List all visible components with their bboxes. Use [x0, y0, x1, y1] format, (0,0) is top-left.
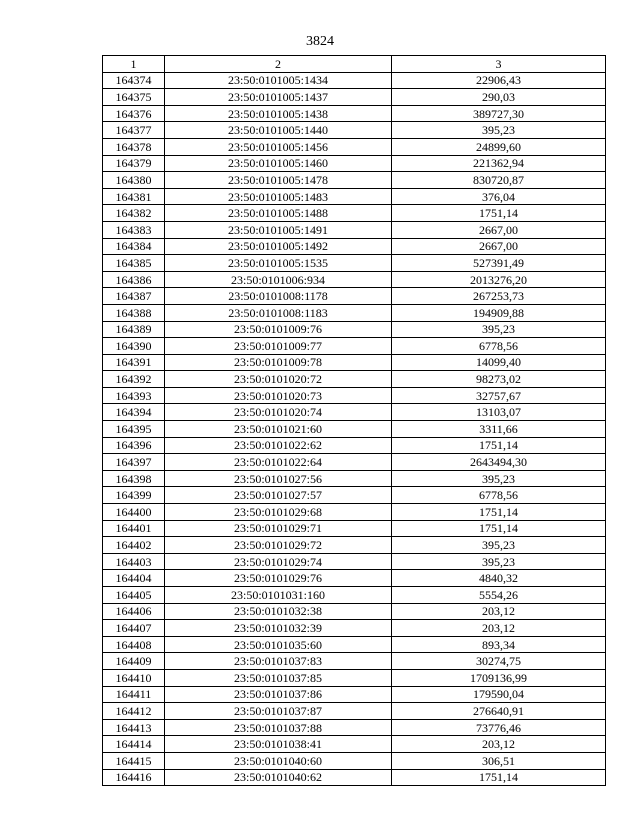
cadastral-number-cell: 23:50:0101037:85 — [165, 669, 392, 686]
cadastral-number-cell: 23:50:0101005:1491 — [165, 221, 392, 238]
cadastral-number-cell: 23:50:0101020:72 — [165, 371, 392, 388]
cadastral-number-cell: 23:50:0101005:1440 — [165, 122, 392, 139]
table-row — [103, 255, 606, 272]
table-row — [103, 570, 606, 587]
cadastral-number-cell: 23:50:0101021:60 — [165, 421, 392, 438]
row-number-cell: 164399 — [103, 487, 165, 504]
table-header — [103, 56, 606, 73]
column-header-1: 1 — [103, 56, 165, 73]
cadastral-number-cell: 23:50:0101031:160 — [165, 587, 392, 604]
cadastral-number-cell: 23:50:0101035:60 — [165, 636, 392, 653]
header-row — [103, 56, 606, 73]
table-row — [103, 669, 606, 686]
table-row — [103, 338, 606, 355]
table-row — [103, 636, 606, 653]
value-cell: 395,23 — [392, 537, 606, 554]
row-number-cell: 164401 — [103, 520, 165, 537]
cadastral-number-cell: 23:50:0101006:934 — [165, 271, 392, 288]
value-cell: 22906,43 — [392, 72, 606, 89]
cadastral-number-cell: 23:50:0101005:1478 — [165, 172, 392, 189]
page-number: 3824 — [306, 34, 334, 49]
value-cell: 2667,00 — [392, 221, 606, 238]
row-number-cell: 164378 — [103, 138, 165, 155]
cadastral-number-cell: 23:50:0101029:71 — [165, 520, 392, 537]
table-row — [103, 354, 606, 371]
row-number-cell: 164387 — [103, 288, 165, 305]
row-number-cell: 164380 — [103, 172, 165, 189]
value-cell: 395,23 — [392, 553, 606, 570]
table-row — [103, 504, 606, 521]
value-cell: 179590,04 — [392, 686, 606, 703]
table-row — [103, 188, 606, 205]
cadastral-number-cell: 23:50:0101032:38 — [165, 603, 392, 620]
value-cell: 893,34 — [392, 636, 606, 653]
value-cell: 203,12 — [392, 620, 606, 637]
cadastral-number-cell: 23:50:0101005:1438 — [165, 105, 392, 122]
row-number-cell: 164410 — [103, 669, 165, 686]
cadastral-number-cell: 23:50:0101037:83 — [165, 653, 392, 670]
value-cell: 376,04 — [392, 188, 606, 205]
cadastral-number-cell: 23:50:0101008:1178 — [165, 288, 392, 305]
table-row — [103, 653, 606, 670]
cadastral-number-cell: 23:50:0101005:1492 — [165, 238, 392, 255]
value-cell: 5554,26 — [392, 587, 606, 604]
table-row — [103, 620, 606, 637]
cadastral-number-cell: 23:50:0101009:76 — [165, 321, 392, 338]
cadastral-number-cell: 23:50:0101037:88 — [165, 719, 392, 736]
row-number-cell: 164389 — [103, 321, 165, 338]
value-cell: 32757,67 — [392, 387, 606, 404]
value-cell: 2643494,30 — [392, 454, 606, 471]
cadastral-number-cell: 23:50:0101020:74 — [165, 404, 392, 421]
value-cell: 395,23 — [392, 470, 606, 487]
table-row — [103, 72, 606, 89]
row-number-cell: 164386 — [103, 271, 165, 288]
row-number-cell: 164408 — [103, 636, 165, 653]
row-number-cell: 164374 — [103, 72, 165, 89]
table-row — [103, 719, 606, 736]
row-number-cell: 164415 — [103, 752, 165, 769]
value-cell: 1751,14 — [392, 437, 606, 454]
value-cell: 73776,46 — [392, 719, 606, 736]
row-number-cell: 164400 — [103, 504, 165, 521]
value-cell: 221362,94 — [392, 155, 606, 172]
value-cell: 306,51 — [392, 752, 606, 769]
table-row — [103, 89, 606, 106]
value-cell: 1751,14 — [392, 205, 606, 222]
value-cell: 203,12 — [392, 603, 606, 620]
cadastral-number-cell: 23:50:0101029:68 — [165, 504, 392, 521]
value-cell: 290,03 — [392, 89, 606, 106]
row-number-cell: 164392 — [103, 371, 165, 388]
cadastral-number-cell: 23:50:0101005:1483 — [165, 188, 392, 205]
table-row — [103, 371, 606, 388]
table-row — [103, 470, 606, 487]
table-row — [103, 686, 606, 703]
table-row — [103, 205, 606, 222]
value-cell: 1751,14 — [392, 504, 606, 521]
value-cell: 2667,00 — [392, 238, 606, 255]
table-row — [103, 321, 606, 338]
value-cell: 4840,32 — [392, 570, 606, 587]
cadastral-number-cell: 23:50:0101005:1456 — [165, 138, 392, 155]
cadastral-number-cell: 23:50:0101009:78 — [165, 354, 392, 371]
table-body — [103, 72, 606, 786]
table-row — [103, 238, 606, 255]
cadastral-number-cell: 23:50:0101032:39 — [165, 620, 392, 637]
table-row — [103, 172, 606, 189]
value-cell: 6778,56 — [392, 487, 606, 504]
row-number-cell: 164412 — [103, 703, 165, 720]
cadastral-number-cell: 23:50:0101029:76 — [165, 570, 392, 587]
table-row — [103, 520, 606, 537]
cadastral-number-cell: 23:50:0101027:57 — [165, 487, 392, 504]
registry-table — [102, 55, 606, 786]
cadastral-number-cell: 23:50:0101008:1183 — [165, 304, 392, 321]
cadastral-number-cell: 23:50:0101020:73 — [165, 387, 392, 404]
row-number-cell: 164402 — [103, 537, 165, 554]
value-cell: 3311,66 — [392, 421, 606, 438]
cadastral-number-cell: 23:50:0101005:1460 — [165, 155, 392, 172]
value-cell: 830720,87 — [392, 172, 606, 189]
cadastral-number-cell: 23:50:0101029:74 — [165, 553, 392, 570]
row-number-cell: 164411 — [103, 686, 165, 703]
table-row — [103, 769, 606, 786]
table-row — [103, 122, 606, 139]
cadastral-number-cell: 23:50:0101009:77 — [165, 338, 392, 355]
table-row — [103, 703, 606, 720]
row-number-cell: 164414 — [103, 736, 165, 753]
table-row — [103, 304, 606, 321]
row-number-cell: 164382 — [103, 205, 165, 222]
table-row — [103, 487, 606, 504]
row-number-cell: 164403 — [103, 553, 165, 570]
table-row — [103, 271, 606, 288]
table-row — [103, 404, 606, 421]
row-number-cell: 164406 — [103, 603, 165, 620]
row-number-cell: 164407 — [103, 620, 165, 637]
value-cell: 2013276,20 — [392, 271, 606, 288]
table-row — [103, 736, 606, 753]
row-number-cell: 164385 — [103, 255, 165, 272]
cadastral-number-cell: 23:50:0101005:1535 — [165, 255, 392, 272]
row-number-cell: 164416 — [103, 769, 165, 786]
table-row — [103, 537, 606, 554]
row-number-cell: 164376 — [103, 105, 165, 122]
row-number-cell: 164390 — [103, 338, 165, 355]
cadastral-number-cell: 23:50:0101040:62 — [165, 769, 392, 786]
value-cell: 527391,49 — [392, 255, 606, 272]
cadastral-number-cell: 23:50:0101005:1488 — [165, 205, 392, 222]
table-row — [103, 587, 606, 604]
row-number-cell: 164397 — [103, 454, 165, 471]
row-number-cell: 164384 — [103, 238, 165, 255]
row-number-cell: 164395 — [103, 421, 165, 438]
value-cell: 1751,14 — [392, 769, 606, 786]
column-header-2: 2 — [165, 56, 392, 73]
row-number-cell: 164381 — [103, 188, 165, 205]
table-row — [103, 138, 606, 155]
cadastral-number-cell: 23:50:0101029:72 — [165, 537, 392, 554]
value-cell: 1709136,99 — [392, 669, 606, 686]
column-header-3: 3 — [392, 56, 606, 73]
table-row — [103, 105, 606, 122]
value-cell: 24899,60 — [392, 138, 606, 155]
value-cell: 276640,91 — [392, 703, 606, 720]
row-number-cell: 164413 — [103, 719, 165, 736]
row-number-cell: 164405 — [103, 587, 165, 604]
row-number-cell: 164377 — [103, 122, 165, 139]
row-number-cell: 164383 — [103, 221, 165, 238]
row-number-cell: 164409 — [103, 653, 165, 670]
table-row — [103, 603, 606, 620]
table-row — [103, 155, 606, 172]
value-cell: 14099,40 — [392, 354, 606, 371]
value-cell: 98273,02 — [392, 371, 606, 388]
cadastral-number-cell: 23:50:0101022:64 — [165, 454, 392, 471]
cadastral-number-cell: 23:50:0101027:56 — [165, 470, 392, 487]
row-number-cell: 164404 — [103, 570, 165, 587]
table-row — [103, 454, 606, 471]
table-row — [103, 421, 606, 438]
cadastral-number-cell: 23:50:0101037:87 — [165, 703, 392, 720]
table-row — [103, 437, 606, 454]
value-cell: 395,23 — [392, 122, 606, 139]
table-row — [103, 221, 606, 238]
row-number-cell: 164375 — [103, 89, 165, 106]
value-cell: 30274,75 — [392, 653, 606, 670]
table-row — [103, 553, 606, 570]
row-number-cell: 164388 — [103, 304, 165, 321]
cadastral-number-cell: 23:50:0101022:62 — [165, 437, 392, 454]
row-number-cell: 164398 — [103, 470, 165, 487]
cadastral-number-cell: 23:50:0101038:41 — [165, 736, 392, 753]
row-number-cell: 164394 — [103, 404, 165, 421]
value-cell: 203,12 — [392, 736, 606, 753]
row-number-cell: 164391 — [103, 354, 165, 371]
cadastral-number-cell: 23:50:0101005:1434 — [165, 72, 392, 89]
cadastral-number-cell: 23:50:0101005:1437 — [165, 89, 392, 106]
table-row — [103, 387, 606, 404]
table-row — [103, 288, 606, 305]
value-cell: 194909,88 — [392, 304, 606, 321]
value-cell: 1751,14 — [392, 520, 606, 537]
cadastral-number-cell: 23:50:0101040:60 — [165, 752, 392, 769]
table-row — [103, 752, 606, 769]
value-cell: 13103,07 — [392, 404, 606, 421]
cadastral-number-cell: 23:50:0101037:86 — [165, 686, 392, 703]
value-cell: 389727,30 — [392, 105, 606, 122]
value-cell: 6778,56 — [392, 338, 606, 355]
row-number-cell: 164393 — [103, 387, 165, 404]
row-number-cell: 164396 — [103, 437, 165, 454]
value-cell: 395,23 — [392, 321, 606, 338]
row-number-cell: 164379 — [103, 155, 165, 172]
value-cell: 267253,73 — [392, 288, 606, 305]
